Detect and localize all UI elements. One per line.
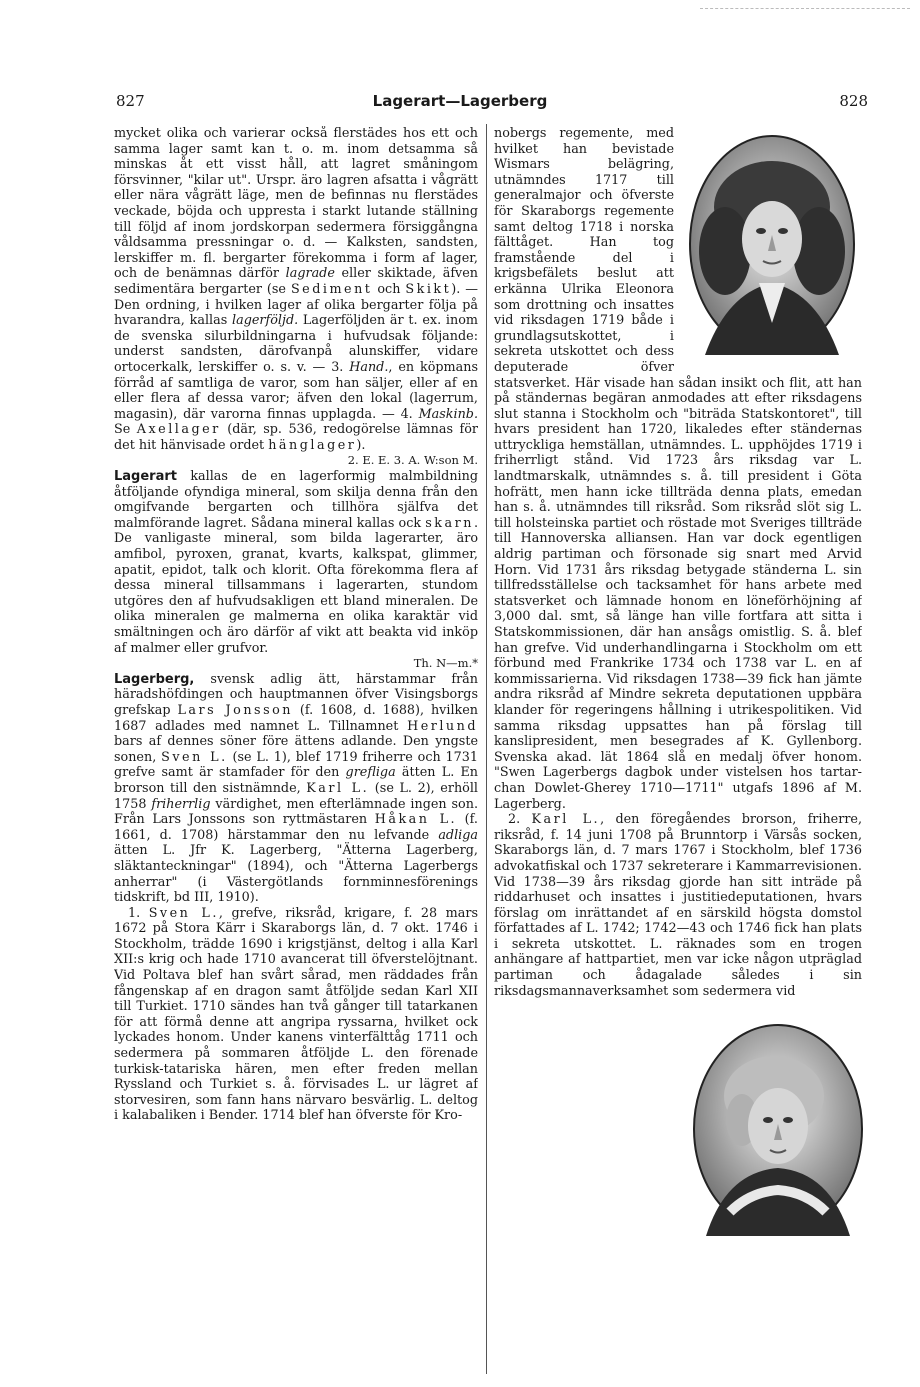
entry-lagerart: Lagerart kallas de en lagerformig malmbildning åtföljande ofyndiga mineral, som skilja denna från den omgifvande bergarten och tillhöra själfva det malmförande lagret. Sådana mineral kallas ock skarn. De vanligaste mineral, som bilda lagerarter, äro amfibol, pyroxen, granat, kvarts, kalkspat, glimmer, apatit, epidot, talk och klorit. Ofta förekomma flera af dessa mineral tillsammans i lagerarten, stundom utgöres den af hufvudsakligen ett bland mineralen. De olika mineralen ge malmerna en olika karaktär vid smältningen och äro därför af vikt att beakta vid inköp af malmer eller grufvor. Th. N—m.* bbox=[114, 469, 478, 671]
entry-sven-lagerberg-continued: nobergs regemente, med hvilket han bevistade Wismars belägring, utnämndes 1717 till generalmajor och öfverste för Skaraborgs regemente samt deltog 1718 i norska fälttåget. Han tog framstående del i krigsbefälets beslut att erkänna Ulrika Eleonora som drottning och insattes vid riksdagen 1719 både i grundlagsutskottet, i sekreta utskottet och dess deputerade öfver statsverket. Här visade han sådan insikt och flit, att han på ständernas begäran anmodades att efter riksdagens slut stanna i Stockholm och "biträda Statskontoret", till hvars president han 1720, likaledes efter ständernas uttryckliga hemställan, utnämndes. L. upphöjdes 1719 i friherrligt stånd. Vid 1723 års riksdag var L. landtmarskalk, utnämndes s. å. till president i Göta hofrätt, men hann icke tillträda denna plats, emedan han s. å. utnämndes till riksråd. Som riksråd slöt sig L. till holsteinska partiet och röstade mot Sveriges tillträde till Hannoverska alliansen. Han var dock egentligen aldrig partiman och försonade sig snart med Arvid Horn. Vid 1731 års riksdag betygade ständerna L. sin tillfredsställelse och tacksamhet för hans arbete med statsverket och lämnade honom en löneförhöjning af 3,000 dal. smt, så länge han ville fortfara att sitta i Statskommissionen, där han ansågs omistlig. S. å. blef han grefve. Vid underhandlingarna i Stockholm om ett förbund med Frankrike 1734 och 1738 var L. en af kommissarierna. Vid riksdagen 1738—39 fick han jämte andra riksråd af Mindre sekreta deputationen uppbära klander för regeringens hållning i utrikespolitiken. Vid samma riksdag uppsattes han på förslag till kanslipresident, men besegrades af K. Gyllenborg. Svenska akad. lät 1864 slå en medalj öfver honom. "Swen Lagerbergs dagbok under vistelsen hos tartar-chan Dowlet-Gherey 1710—1711" utgafs 1896 af M. Lagerberg. bbox=[494, 126, 862, 812]
entry-sven-lagerberg: 1. Sven L., grefve, riksråd, krigare, f. 28 mars 1672 på Stora Kärr i Skaraborgs län, d. 7 okt. 1746 i Stockholm, trädde 1690 i krigstjänst, deltog i alla Karl XII:s krig och hade 1710 avancerat till öfverstelöjtnant. Vid Poltava blef han svårt sårad, men räddades från fångenskap af en dragon samt åtföljde sedan Karl XII till Turkiet. 1710 sändes han två gånger till tatarkanen för att förmå denne att angripa ryssarna, hvilket ock lyckades honom. Under kanens vinterfälttåg 1711 och sedermera på sommaren åtföljde L. den förenade turkisk-tatariska hären, men efter freden mellan Ryssland och Turkiet s. å. förvisades L. ur lägret af storvesiren, som fann hans närvaro besvärlig. L. deltog i kalabaliken i Bender. 1714 blef han öfverste för Kro- bbox=[114, 905, 478, 1124]
running-head: Lagerart—Lagerberg bbox=[372, 92, 548, 110]
headword-lagerart: Lagerart bbox=[114, 469, 177, 485]
paragraph-lager-continued: mycket olika och varierar också flerstädes hos ett och samma lager samt kan t. o. m. inom detsamma så minskas åt ett visst håll, att lagret småningom försvinner, "kilar ut". Urspr. äro lagren afsatta i vågrätt eller nära vågrätt läge, men de befinnas nu flerstädes veckade, böjda och uppresta i starkt lutande ställning till följd af inom jordskorpan sedermera försiggångna våldsamma pressningar o. d. — Kalksten, sandsten, lerskiffer m. fl. bergarter förekomma i form af lager, och de benämnas därför lagrade eller skiktade, äfven sedimentära bergarter (se Sediment och Skikt). — Den ordning, i hvilken lager af olika bergarter följa på hvarandra, kallas lagerföljd. Lagerföljden är t. ex. inom de svenska silurbildningarna i hufvudsak följande: underst sandsten, därofvanpå alunskiffer, vidare ortocerkalk, lerskiffer o. s. v. — 3. Hand., en köpmans förråd af samtliga de varor, som han säljer, eller af en eller flera af dessa varor; äfven den lokal (lagerrum, magasin), där varorna finnas upplagda. — 4. Maskinb. Se Axellager (där, sp. 536, redogörelse lämnas för det hit hänvisade ordet hänglager). 2. E. E. 3. A. W:son M. bbox=[114, 126, 478, 468]
portrait-karl-lagerberg bbox=[688, 1022, 868, 1236]
headword-lagerberg: Lagerberg, bbox=[114, 671, 195, 687]
left-page-number: 827 bbox=[116, 92, 145, 110]
left-column bbox=[114, 126, 478, 1376]
scan-edge-dash bbox=[700, 8, 910, 9]
column-divider bbox=[486, 124, 487, 1374]
entry-karl-lagerberg: 2. Karl L., den föregåendes brorson, friherre, riksråd, f. 14 juni 1708 på Brunntorp i Värsås socken, Skaraborgs län, d. 7 mars 1767 i Stockholm, blef 1736 advokatfiskal och 1737 sekreterare i Kammarrevisionen. Vid 1738—39 års riksdag gjorde han sitt inträde på riddarhuset och insattes i justitiedeputationen, hvars förslag om inrättandet af en särskild högsta domstol författades af L. 1742; 1742—43 och 1746 fick han plats i sekreta utskottet. L. räknades som en trogen anhängare af hattpartiet, men var icke någon utpräglad partiman och ådagalade således i sin riksdagsmannaverksamhet som sedermera vid bbox=[494, 812, 862, 999]
signature-lagerart: Th. N—m.* bbox=[413, 656, 478, 671]
signature-lager: 2. E. E. 3. A. W:son M. bbox=[347, 453, 478, 468]
entry-lagerberg: Lagerberg, svensk adlig ätt, härstammar från häradshöfdingen och hauptmannen öfver Visingsborgs grefskap Lars Jonsson (f. 1608, d. 1688), hvilken 1687 adlades med namnet L. Tillnamnet Herlund bars af dennes söner före ättens adlande. Den yngste sonen, Sven L. (se L. 1), blef 1719 friherre och 1731 grefve samt är stamfader för den grefliga ätten L. En brorson till den sistnämnde, Karl L. (se L. 2), erhöll 1758 friherrlig värdighet, men efterlämnade ingen son. Från Lars Jonssons son ryttmästaren Håkan L. (f. 1661, d. 1708) härstammar den nu lefvande adliga ätten L. Jfr K. Lagerberg, "Ätterna Lagerberg, släktanteckningar" (1894), och "Ätterna Lagerbergs anherrar" (i Västergötlands fornminnesförenings tidskrift, bd III, 1910). bbox=[114, 671, 478, 906]
portrait-sven-lagerberg bbox=[682, 130, 862, 358]
right-page-number: 828 bbox=[839, 92, 868, 110]
